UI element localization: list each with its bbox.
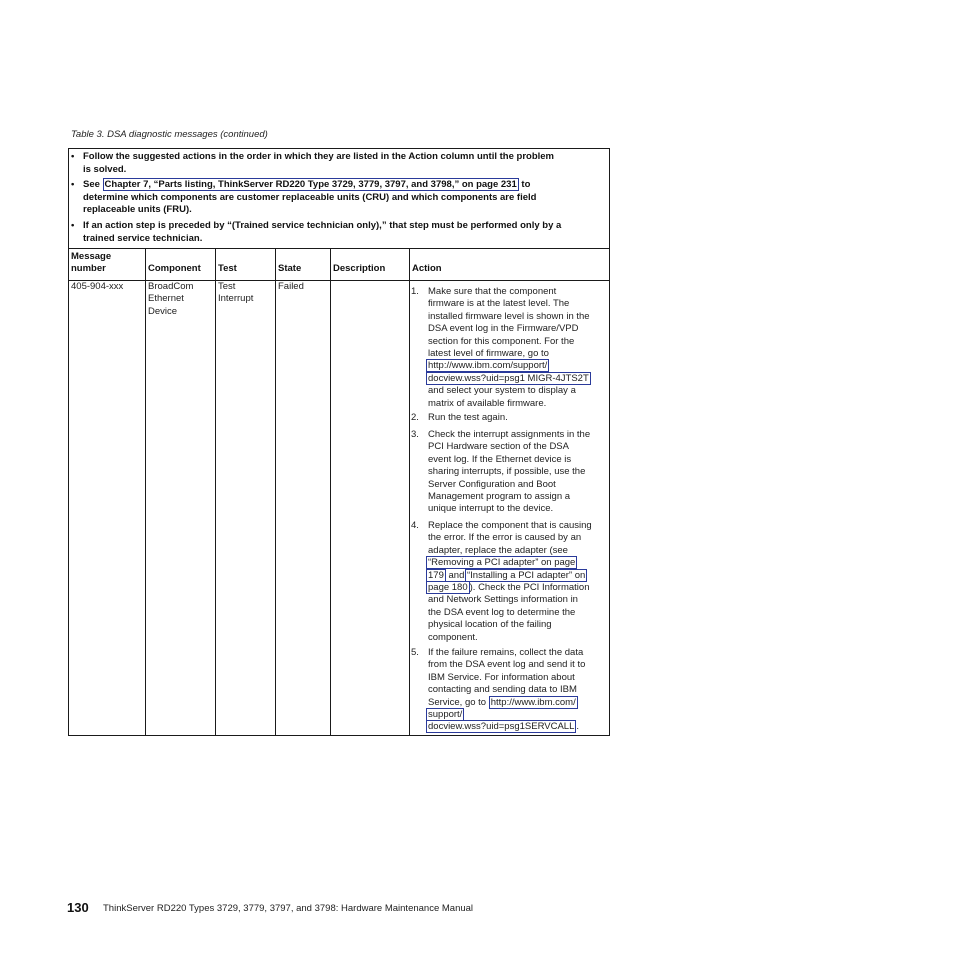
header-test: Test [218,263,237,274]
removing-pci-adapter-link[interactable]: “Removing a PCI adapter” on page [428,557,576,569]
step-number: 3. [411,429,419,440]
column-divider [330,249,331,735]
header-message-number: Message number [71,251,112,274]
note-3-line-2: trained service technician. [83,232,203,244]
note-2-line-2: determine which components are customer replaceable units (CRU) and which components are field [83,191,537,203]
firmware-link-line-1[interactable]: http://www.ibm.com/support/ [428,360,548,372]
cell-state: Failed [278,281,304,292]
column-divider [145,249,146,735]
note-3-line-1: If an action step is preceded by “(Trained service technician only),” that step must be performed only by a [83,220,562,231]
installing-pci-adapter-page-link[interactable]: page 180 [428,582,468,594]
note-2-suffix: to [518,179,531,190]
cell-test: Test Interrupt [218,281,254,305]
footer-title: ThinkServer RD220 Types 3729, 3779, 3797, and 3798: Hardware Maintenance Manual [103,903,474,914]
cell-component: BroadCom Ethernet Device [148,281,194,317]
service-link-line-1[interactable]: http://www.ibm.com/ [490,696,576,708]
table-notes [69,149,609,249]
note-2-prefix: See [83,179,103,190]
column-divider [215,249,216,735]
page-number: 130 [67,900,89,915]
bullet-icon: • [71,179,75,190]
installing-pci-adapter-link[interactable]: “Installing a PCI adapter” on [467,569,586,581]
parts-listing-link[interactable]: Chapter 7, “Parts listing, ThinkServer RD220 Type 3729, 3779, 3797, and 3798,” on page 231 [104,179,517,190]
removing-pci-adapter-page-link[interactable]: 179 [428,569,444,581]
header-action: Action [412,263,442,274]
step-number: 4. [411,520,419,531]
note-1-line-2: is solved. [83,163,127,175]
step-number: 2. [411,412,419,423]
firmware-link-line-2[interactable]: docview.wss?uid=psg1 MIGR-4JTS2T [428,372,589,384]
cell-message-number: 405-904-xxx [71,281,124,292]
header-component: Component [148,263,201,274]
bullet-icon: • [71,151,75,162]
bullet-icon: • [71,220,75,231]
service-link-line-3[interactable]: docview.wss?uid=psg1SERVCALL [428,721,575,733]
header-description: Description [333,263,386,274]
step-number: 1. [411,286,419,297]
dsa-messages-table: • Follow the suggested actions in the order in which they are listed in the Action column until the problem is solved. • See Chapter 7, “Parts listing, ThinkServer RD220 Type 3729, 3779, 3797, and 3798,” on page 231 to determine which components are customer replaceable units (CRU) and which components are field replaceable units (FRU). • If an action step is preceded by “(Trained service technician only),” that step must be performed only by a trained service technician. Message number Component Test State Description Action 405-904-xxx BroadCom Ethernet Device Test Interrupt Failed 1. Make sure that the component firmware is at the latest level. The installed firmware level is shown in the DSA event log in the Firmware/VPD section for this component. For the latest level of firmware, go to http://www.ibm.com/support/ docview.wss?uid=psg1 MIGR-4JTS2T and select your system to display a matrix of available firmware. 2. Run the test again. 3. Check the interrupt assignments in the PCI Hardware section of the DSA event log. If the Ethernet device is sharing interrupts, if possible, use the Server Configuration and Boot Management program to assign a unique interrupt to the device. 4. Replace the component that is causing the error. If the error is caused by an adapter, replace the adapter (see “Removing a PCI adapter” on page 179 and “Installing a PCI adapter” on page 180 ). Check the PCI Information and Network Settings information in the DSA event log to determine the physical location of the failing component. 5. If the failure remains, collect the data from the DSA event log and send it to IBM Service. For information about contacting and sending data to IBM Service, go to http://www.ibm.com/ support/ docview.wss?uid=psg1SERVCALL . [68,148,610,736]
service-link-line-2[interactable]: support/ [428,709,463,721]
header-state: State [278,263,302,274]
step-number: 5. [411,647,419,658]
note-2-line-3: replaceable units (FRU). [83,204,192,216]
note-1-line-1: Follow the suggested actions in the order in which they are listed in the Action column until the problem [83,151,554,162]
column-divider [275,249,276,735]
table-caption: Table 3. DSA diagnostic messages (continued) [71,129,268,140]
column-divider [409,249,410,735]
